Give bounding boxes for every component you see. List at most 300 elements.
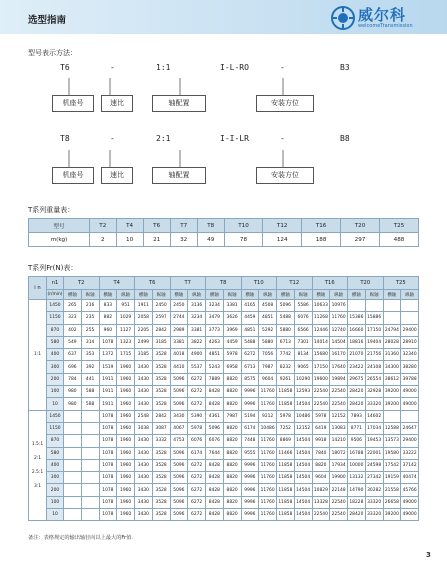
fr-value: 13132 (348, 472, 366, 484)
fr-value: 6272 (188, 509, 206, 521)
fr-value: 6272 (188, 472, 206, 484)
fr-value: 3528 (152, 459, 170, 471)
fr-model-head: T10 (241, 277, 277, 290)
fr-value: 323 (64, 312, 82, 324)
fr-value: 5096 (170, 472, 188, 484)
fr-value: 28420 (348, 509, 366, 521)
fr-table-row (29, 472, 419, 484)
fr-speed: 870 (47, 324, 64, 336)
fr-value: 8428 (206, 484, 224, 496)
fr-value: 4067 (170, 422, 188, 434)
fr-value: 980 (64, 386, 82, 398)
fr-value: 4851 (206, 349, 224, 361)
weight-value: 32 (170, 233, 197, 247)
fr-value: 3528 (152, 496, 170, 508)
fr-speed: 300 (47, 472, 64, 484)
fr-value: 5096 (170, 447, 188, 459)
fr-value: 1078 (99, 484, 117, 496)
fr-value: 15680 (312, 349, 330, 361)
box-shaft-config: 轴配置 (152, 167, 206, 184)
fr-value: 8820 (223, 459, 241, 471)
fr-value: 17034 (365, 422, 383, 434)
fr-value: 8428 (206, 398, 224, 410)
fr-value: 4508 (259, 300, 277, 312)
fr-value: 12588 (383, 422, 401, 434)
fr-value: 4459 (223, 336, 241, 348)
fr-value: 16660 (348, 324, 366, 336)
fr-value: 14210 (330, 435, 348, 447)
fr-value: 22148 (330, 484, 348, 496)
fr-value: 19404 (365, 336, 383, 348)
fr-sub-head: 纵轴 (365, 290, 383, 300)
fr-value: 17542 (383, 459, 401, 471)
fr-value: 5880 (277, 324, 295, 336)
fr-value: 12593 (294, 386, 312, 398)
weight-value: 124 (263, 233, 302, 247)
fr-speed: 10 (47, 509, 64, 521)
fr-table-title: T系列Fr(N)表： (28, 264, 78, 272)
fr-head-n1: n1 (47, 277, 64, 290)
fr-table-row (29, 447, 419, 459)
fr-value: 28420 (348, 386, 366, 398)
fr-value: 11760 (259, 386, 277, 398)
fr-value: 9604 (259, 373, 277, 385)
fr-value: 1960 (117, 496, 135, 508)
fr-value: 5096 (206, 422, 224, 434)
fr-value: 5390 (188, 410, 206, 422)
fr-value (401, 312, 419, 324)
fr-value: 9555 (241, 447, 259, 459)
fr-value: 3528 (152, 386, 170, 398)
fr-table-row (29, 300, 419, 312)
fr-value: 8820 (223, 509, 241, 521)
fr-value: 588 (81, 398, 99, 410)
fr-value: 9996 (241, 496, 259, 508)
fr-value: 3528 (152, 361, 170, 373)
fr-value (81, 484, 99, 496)
fr-value: 3430 (135, 398, 153, 410)
fr-value: 22540 (312, 398, 330, 410)
fr-value: 4410 (170, 361, 188, 373)
fr-value: 1960 (117, 361, 135, 373)
fr-value: 19580 (383, 447, 401, 459)
weight-unit-label: m(kg) (29, 233, 90, 247)
fr-value: 1372 (99, 349, 117, 361)
weight-table-header (29, 219, 419, 233)
fr-value: 19600 (312, 373, 330, 385)
fr-value: 5880 (259, 336, 277, 348)
fr-value: 3528 (152, 484, 170, 496)
fr-value: 8428 (206, 509, 224, 521)
fr-value: 3479 (206, 312, 224, 324)
fr-speed: 300 (47, 361, 64, 373)
fr-table-row (29, 349, 419, 361)
fr-value: 6272 (188, 484, 206, 496)
fr-value: 3381 (223, 300, 241, 312)
fr-sub-head: 纵轴 (330, 290, 348, 300)
fr-sub-head: 纵轴 (259, 290, 277, 300)
fr-value: 2842 (152, 410, 170, 422)
weight-value: 10 (116, 233, 143, 247)
fr-value: 5096 (170, 459, 188, 471)
fr-value: 9261 (277, 373, 295, 385)
fr-model-head: T2 (64, 277, 100, 290)
fr-value: 1078 (99, 422, 117, 434)
fr-value: 8820 (223, 472, 241, 484)
code-part: - (280, 134, 285, 143)
fr-value: 8820 (223, 496, 241, 508)
fr-value: 5292 (259, 324, 277, 336)
weight-model: T7 (170, 219, 197, 233)
fr-speed: 400 (47, 349, 64, 361)
fr-value: 11760 (259, 459, 277, 471)
fr-value: 11858 (277, 472, 295, 484)
fr-value: 1078 (99, 472, 117, 484)
fr-value: 17150 (312, 361, 330, 373)
box-mounting: 安装方位 (256, 95, 314, 112)
fr-value: 10486 (259, 422, 277, 434)
fr-value: 7987 (259, 361, 277, 373)
fr-value: 8428 (206, 472, 224, 484)
fr-value: 3822 (188, 336, 206, 348)
weight-table-row (29, 233, 419, 247)
fr-value: 1911 (99, 373, 117, 385)
fr-value: 2450 (170, 300, 188, 312)
fr-value: 22540 (330, 496, 348, 508)
fr-value: 18072 (330, 447, 348, 459)
fr-value: 3430 (170, 410, 188, 422)
fr-value: 6272 (188, 459, 206, 471)
fr-value: 6713 (277, 336, 295, 348)
fr-value: 235 (81, 312, 99, 324)
fr-value: 5096 (170, 509, 188, 521)
fr-table-row (29, 361, 419, 373)
fr-value: 6958 (223, 361, 241, 373)
fr-value: 11858 (277, 509, 295, 521)
fr-value (81, 410, 99, 422)
fr-table (28, 276, 419, 521)
fr-value: 1960 (117, 410, 135, 422)
weight-value: 21 (143, 233, 170, 247)
fr-value: 7056 (259, 349, 277, 361)
fr-value: 6174 (241, 422, 259, 434)
fr-value: 2548 (135, 410, 153, 422)
fr-value: 16788 (348, 447, 366, 459)
fr-value: 30282 (365, 484, 383, 496)
weight-model: T20 (341, 219, 380, 233)
fr-value: 1911 (135, 300, 153, 312)
fr-sub-head: 纵轴 (81, 290, 99, 300)
fr-value: 255 (81, 324, 99, 336)
fr-speed: 200 (47, 373, 64, 385)
fr-value: 11760 (259, 484, 277, 496)
fr-value: 26658 (383, 496, 401, 508)
fr-value: 39200 (383, 509, 401, 521)
model-method-title: 型号表示方法： (28, 49, 77, 57)
fr-value: 11858 (277, 459, 295, 471)
weight-value: 78 (224, 233, 262, 247)
fr-value: 696 (64, 361, 82, 373)
fr-table-row (29, 410, 419, 422)
fr-value: 1960 (117, 509, 135, 521)
fr-value: 7644 (206, 447, 224, 459)
code-part: B3 (340, 63, 350, 72)
fr-group-label: 1:1 (29, 300, 47, 411)
fr-value: 15386 (348, 312, 366, 324)
fr-value: 32928 (365, 386, 383, 398)
logo-text: 威尔科 (358, 6, 407, 24)
fr-value: 1078 (99, 496, 117, 508)
fr-value: 11858 (277, 496, 295, 508)
fr-value: 1078 (99, 509, 117, 521)
fr-value: 9065 (294, 361, 312, 373)
fr-value: 8428 (206, 459, 224, 471)
fr-value: 588 (81, 386, 99, 398)
weight-head-label: 型号 (29, 219, 90, 233)
fr-value: 7742 (277, 349, 295, 361)
fr-sub-head: 纵轴 (188, 290, 206, 300)
fr-value: 14504 (294, 447, 312, 459)
fr-speed: 1450 (47, 300, 64, 312)
fr-value (81, 509, 99, 521)
fr-value: 11760 (259, 472, 277, 484)
fr-value: 6566 (294, 324, 312, 336)
fr-value: 3430 (135, 373, 153, 385)
fr-value: 6272 (241, 349, 259, 361)
fr-value: 5243 (206, 361, 224, 373)
fr-value (81, 496, 99, 508)
fr-value: 3528 (152, 472, 170, 484)
fr-value: 11858 (277, 484, 295, 496)
fr-sub-head: 横轴 (241, 290, 259, 300)
fr-table-row (29, 484, 419, 496)
box-mounting: 安装方位 (256, 167, 314, 184)
fr-value: 353 (81, 349, 99, 361)
fr-speed: 100 (47, 496, 64, 508)
fr-table-row (29, 496, 419, 508)
fr-value: 38612 (383, 373, 401, 385)
fr-value: 2842 (152, 324, 170, 336)
fr-value: 960 (99, 324, 117, 336)
fr-value: 7987 (223, 410, 241, 422)
fr-value: 22540 (330, 398, 348, 410)
fr-value: 8134 (294, 349, 312, 361)
fr-value: 3430 (135, 435, 153, 447)
fr-value: 7252 (277, 422, 295, 434)
weight-model: T4 (116, 219, 143, 233)
fr-value: 5194 (241, 410, 259, 422)
fr-value: 12446 (312, 324, 330, 336)
fr-value: 637 (64, 349, 82, 361)
fr-value: 24647 (401, 422, 419, 434)
fr-value: 15886 (365, 312, 383, 324)
fr-value: 49000 (401, 398, 419, 410)
fr-value: 8428 (206, 386, 224, 398)
fr-value: 1078 (99, 459, 117, 471)
fr-value: 5488 (277, 312, 295, 324)
fr-value: 11760 (259, 509, 277, 521)
fr-value: 1911 (99, 386, 117, 398)
fr-value: 5978 (223, 349, 241, 361)
fr-value: 14504 (294, 509, 312, 521)
fr-value: 33222 (401, 447, 419, 459)
fr-value: 3528 (152, 398, 170, 410)
code-part: - (280, 63, 285, 72)
fr-value: 10829 (312, 484, 330, 496)
fr-value: 9996 (241, 484, 259, 496)
fr-table-row (29, 435, 419, 447)
fr-value: 5096 (170, 484, 188, 496)
fr-value (64, 410, 82, 422)
fr-value: 11760 (259, 447, 277, 459)
fr-value: 6076 (206, 435, 224, 447)
fr-sub-head: 横轴 (383, 290, 401, 300)
fr-value: 13083 (330, 422, 348, 434)
fr-value: 33320 (365, 496, 383, 508)
fr-value: 17934 (330, 459, 348, 471)
fr-value: 14504 (294, 472, 312, 484)
fr-value: 5537 (188, 361, 206, 373)
fr-value: 9996 (241, 509, 259, 521)
fr-sub-head: 横轴 (312, 290, 330, 300)
fr-value: 1029 (117, 312, 135, 324)
fr-value: 4753 (170, 435, 188, 447)
fr-value: 8232 (277, 361, 295, 373)
fr-value: 27342 (365, 472, 383, 484)
fr-table-row (29, 459, 419, 471)
fr-model-head: T12 (277, 277, 313, 290)
fr-value: 1078 (99, 447, 117, 459)
fr-value: 3430 (135, 472, 153, 484)
fr-value: 23422 (348, 361, 366, 373)
fr-speed: 870 (47, 435, 64, 447)
code-part: - (110, 134, 115, 143)
weight-model: T8 (197, 219, 224, 233)
fr-value: 1078 (99, 410, 117, 422)
fr-value: 3430 (135, 509, 153, 521)
fr-value: 17150 (365, 324, 383, 336)
fr-value: 7448 (241, 435, 259, 447)
fr-value: 24794 (383, 324, 401, 336)
fr-value: 3528 (152, 509, 170, 521)
fr-value: 11858 (277, 386, 295, 398)
fr-head-rmin: (r/min) (47, 290, 64, 300)
fr-value: 14504 (294, 398, 312, 410)
fr-value: 5096 (170, 373, 188, 385)
fr-value: 19453 (365, 435, 383, 447)
weight-model: T25 (379, 219, 418, 233)
fr-value: 12740 (330, 324, 348, 336)
fr-value: 49000 (401, 509, 419, 521)
fr-value: 8575 (241, 373, 259, 385)
fr-value: 11760 (330, 312, 348, 324)
fr-value: 6713 (241, 361, 259, 373)
fr-value: 7889 (206, 373, 224, 385)
fr-value (64, 435, 82, 447)
fr-value: 9604 (312, 472, 330, 484)
fr-sub-head: 纵轴 (117, 290, 135, 300)
fr-value: 11268 (312, 312, 330, 324)
fr-model-head: T4 (99, 277, 135, 290)
fr-value: 1960 (117, 398, 135, 410)
fr-value: 33320 (365, 509, 383, 521)
code-part: T6 (60, 63, 70, 72)
fr-speed: 400 (47, 459, 64, 471)
fr-value: 11760 (259, 398, 277, 410)
fr-value: 13573 (383, 435, 401, 447)
weight-model: T12 (263, 219, 302, 233)
fr-value: 3430 (135, 459, 153, 471)
fr-value: 3381 (188, 324, 206, 336)
fr-value: 3234 (206, 300, 224, 312)
fr-value: 1960 (117, 459, 135, 471)
fr-value: 4361 (206, 410, 224, 422)
fr-model-head: T7 (170, 277, 206, 290)
fr-value: 8820 (223, 484, 241, 496)
fr-value: 3185 (135, 349, 153, 361)
fr-speed: 580 (47, 447, 64, 459)
fr-value: 6272 (188, 398, 206, 410)
fr-sub-head: 纵轴 (152, 290, 170, 300)
fr-value: 21756 (365, 349, 383, 361)
fr-value (348, 300, 366, 312)
fr-value: 3773 (206, 324, 224, 336)
fr-value: 3185 (152, 336, 170, 348)
fr-value: 29400 (401, 324, 419, 336)
fr-value: 10486 (294, 410, 312, 422)
box-frame-size: 机座号 (52, 167, 94, 184)
fr-value: 49000 (401, 386, 419, 398)
fr-table-row (29, 509, 419, 521)
code-part: 2:1 (156, 134, 171, 143)
fr-value: 10633 (312, 300, 330, 312)
fr-value: 4018 (170, 349, 188, 361)
fr-value: 980 (64, 398, 82, 410)
weight-value: 297 (341, 233, 380, 247)
fr-value: 4459 (241, 312, 259, 324)
fr-value: 17640 (330, 361, 348, 373)
fr-sub-head: 横轴 (170, 290, 188, 300)
fr-value: 49000 (401, 496, 419, 508)
fr-table-header (29, 277, 419, 290)
fr-value: 9996 (241, 386, 259, 398)
fr-value: 19159 (383, 472, 401, 484)
fr-value: 39200 (383, 386, 401, 398)
fr-value (81, 459, 99, 471)
fr-value: 7893 (348, 410, 366, 422)
fr-value: 441 (81, 373, 99, 385)
weight-model: T16 (302, 219, 341, 233)
logo-subtitle: welcomeTransmission (358, 23, 413, 29)
box-ratio: 速比 (101, 167, 133, 184)
fr-value (64, 496, 82, 508)
page-title: 选型指南 (28, 15, 67, 26)
fr-value: 2744 (170, 312, 188, 324)
fr-value: 16170 (330, 349, 348, 361)
fr-value: 34300 (383, 361, 401, 373)
fr-value: 1960 (117, 472, 135, 484)
fr-value: 1078 (99, 435, 117, 447)
fr-value: 1078 (99, 336, 117, 348)
fr-value: 3430 (135, 361, 153, 373)
fr-value: 8820 (223, 447, 241, 459)
fr-value: 1960 (117, 484, 135, 496)
fr-value: 14504 (294, 496, 312, 508)
footnote: 备注：表格规定的输出轴径向以上最大的Fr值. (28, 535, 133, 541)
fr-value: 28420 (348, 398, 366, 410)
fr-value: 3136 (188, 300, 206, 312)
fr-value (365, 300, 383, 312)
